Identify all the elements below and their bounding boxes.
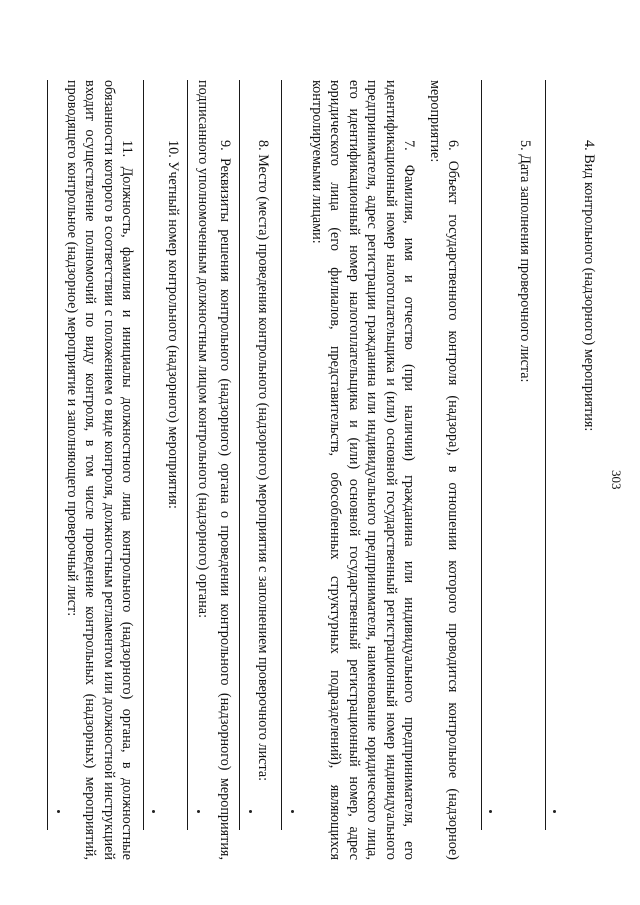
fill-line-item-10 (143, 80, 144, 830)
item-4-control-type: 4. Вид контрольного (надзорного) мероприятия: (581, 140, 597, 432)
item-8-event-place: 8. Место (места) проведения контрольного (надзорного) мероприятия с заполнением проверочного листа: (255, 140, 271, 782)
fill-line-item-8 (239, 80, 240, 830)
fill-line-item-7 (281, 80, 282, 830)
item-11-official-details: 11. Должность, фамилия и инициалы должностного лица контрольного (надзорного) органа, в должностные обязанности которого в соответствии с положением о виде контроля, должностным регламентом или должностной инструкцией входит осуществление полномочий по виду контроля, в том числе проведение контрольных (надзорных) мероприятий, проводящего контрольное (надзорное) мероприятие и заполняющего проверочный лист: (63, 80, 135, 860)
fill-line-item-5 (481, 80, 482, 830)
line-end-mark (57, 810, 60, 813)
line-end-mark (553, 810, 556, 813)
fill-line-item-9 (187, 80, 188, 830)
line-end-mark (291, 810, 294, 813)
line-end-mark (197, 810, 200, 813)
line-end-mark (489, 810, 492, 813)
line-end-mark (152, 810, 155, 813)
item-6-control-object: 6. Объект государственного контроля (надзора), в отношении которого проводится контрольное (надзорное) мероприятие: (426, 80, 461, 860)
item-5-fill-date: 5. Дата заполнения проверочного листа: (517, 140, 533, 383)
fill-line-item-4 (545, 80, 546, 830)
fill-line-item-11 (47, 80, 48, 830)
item-10-registration-number: 10. Учетный номер контрольного (надзорного) мероприятия: (165, 140, 181, 509)
item-9-decision-details: 9. Реквизиты решения контрольного (надзорного) органа о проведении контрольного (надзорного) мероприятия, подписанного уполномоченным должностным лицом контрольного (надзорного) органа: (195, 80, 233, 860)
item-7-controlled-person: 7. Фамилия, имя и отчество (при наличии) гражданина или индивидуального предпринимателя, его идентификационный номер налогоплательщика и (или) основной государственный регистрационный номер индивидуального предпринимателя, адрес регистрации гражданина или индивидуального предпринимателя, наименование юридического лица, его идентификационный номер налогоплательщика и (или) основной государственный регистрационный номер, адрес юридического лица (его филиалов, представительств, обособленных структурных подразделений), являющихся контролируемыми лицами: (308, 80, 417, 860)
line-end-mark (249, 810, 252, 813)
page-number: 303 (609, 470, 624, 490)
